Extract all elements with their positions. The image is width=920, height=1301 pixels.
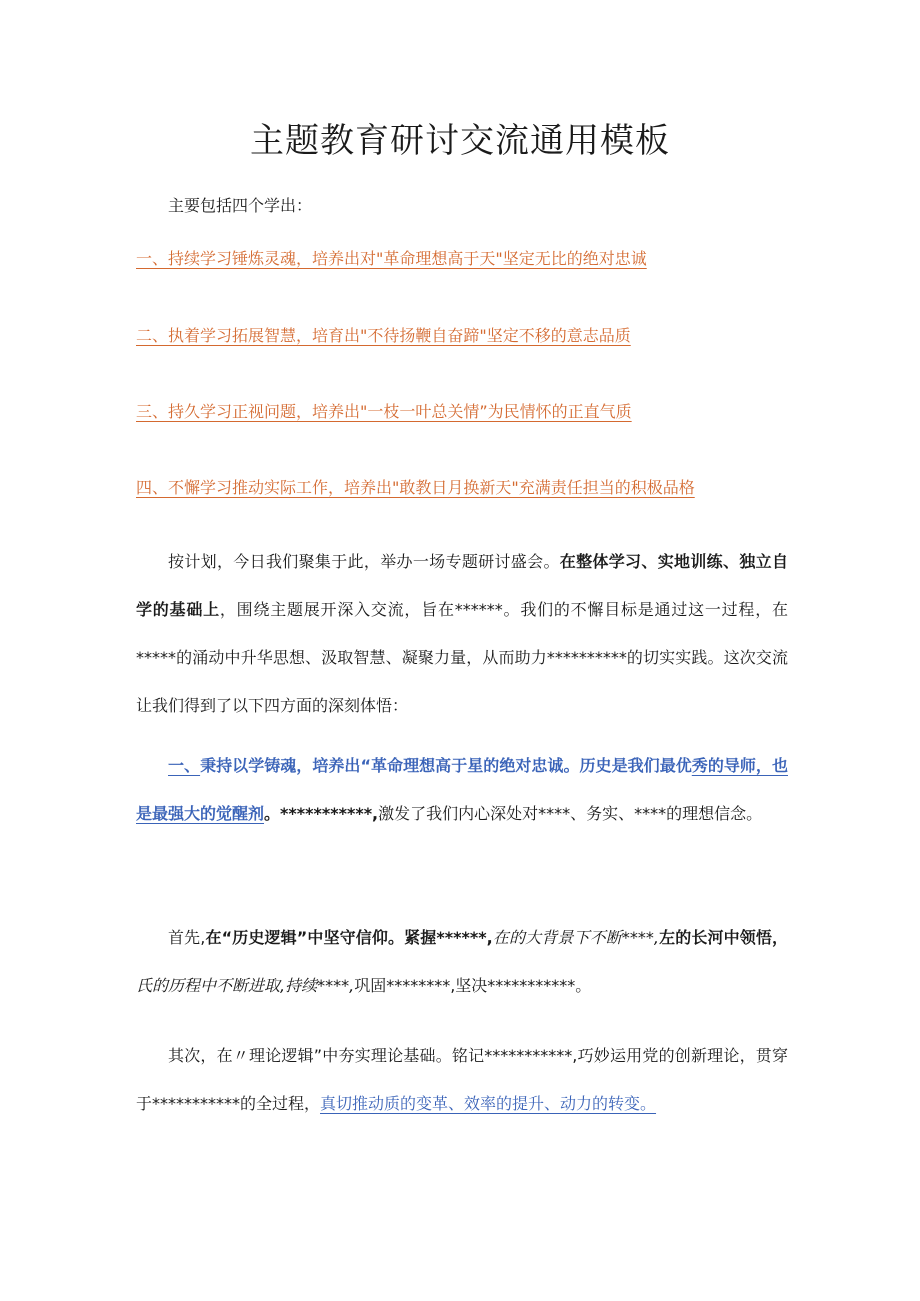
toc-link-1[interactable]: 一、持续学习锤炼灵魂，培养出对"革命理想高于天"坚定无比的绝对忠诚 — [136, 249, 647, 268]
paragraph-1-bold-text: 在整体学习、实地训练、独立自学的基础上 — [136, 552, 788, 619]
body-paragraph-2 — [136, 742, 788, 838]
paragraph-4-text: 其次，在〃理论逻辑”中夯实理论基础。铭记***********,巧妙运用党的创新理论，贯穿于***********的全过程， — [136, 1046, 788, 1113]
paragraph-3-text-b: 巩固********,坚决***********。 — [354, 976, 592, 995]
paragraph-3-italic-text-b: 氏的历程中不断进取,持续****, — [136, 976, 355, 995]
body-paragraph-3 — [136, 914, 788, 1010]
paragraph-3-text-a: 首先, — [168, 928, 206, 947]
section-heading-link[interactable]: 秀的导师，也是最强大的觉醒剂 — [136, 756, 788, 823]
paragraph-2-text: 激发了我们内心深处对****、务实、****的理想信念。 — [378, 804, 763, 823]
paragraph-3-italic-text-a: 在的大背景下不断****, — [492, 928, 659, 947]
paragraph-3-bold-text-a: 在“历史逻辑”中坚守信仰。紧握******, — [205, 928, 493, 947]
paragraph-2-bold-text: 。***********, — [264, 804, 379, 823]
toc-link-4[interactable]: 四、不懈学习推动实际工作，培养出"敢教日月换新天"充满责任担当的积极品格 — [136, 478, 695, 497]
intro-line: 主要包括四个学出： — [168, 196, 313, 215]
paragraph-1-text-a: 按计划，今日我们聚集于此，举办一场专题研讨盛会。 — [168, 552, 560, 571]
section-heading-text: 秉持以学铸魂，培养出“革命理想高于星的绝对忠诚。历史是我们最优 — [200, 756, 692, 775]
paragraph-3-bold-text-b: 左的长河中领悟， — [658, 928, 788, 947]
section-heading-number-link[interactable]: 一、 — [168, 756, 201, 775]
paragraph-1-text-b: ，围绕主题展开深入交流，旨在******。我们的不懈目标是通过这一过程，在*****的涌动中升华思想、汲取智慧、凝聚力量，从而助力**********的切实实践。这次交流让我们得到了以下四方面的深刻体悟： — [136, 600, 788, 715]
paragraph-4-link[interactable]: 真切推动质的变革、效率的提升、动力的转变。 — [320, 1094, 657, 1113]
toc-link-3[interactable]: 三、持久学习正视问题，培养出"一枝一叶总关情”为民情怀的正直气质 — [136, 402, 632, 421]
body-paragraph-4 — [136, 1032, 788, 1128]
body-paragraph-1 — [136, 538, 788, 730]
toc-link-2[interactable]: 二、执着学习拓展智慧，培育出"不待扬鞭自奋蹄"坚定不移的意志品质 — [136, 326, 631, 345]
document-title: 主题教育研讨交流通用模板 — [250, 121, 670, 161]
